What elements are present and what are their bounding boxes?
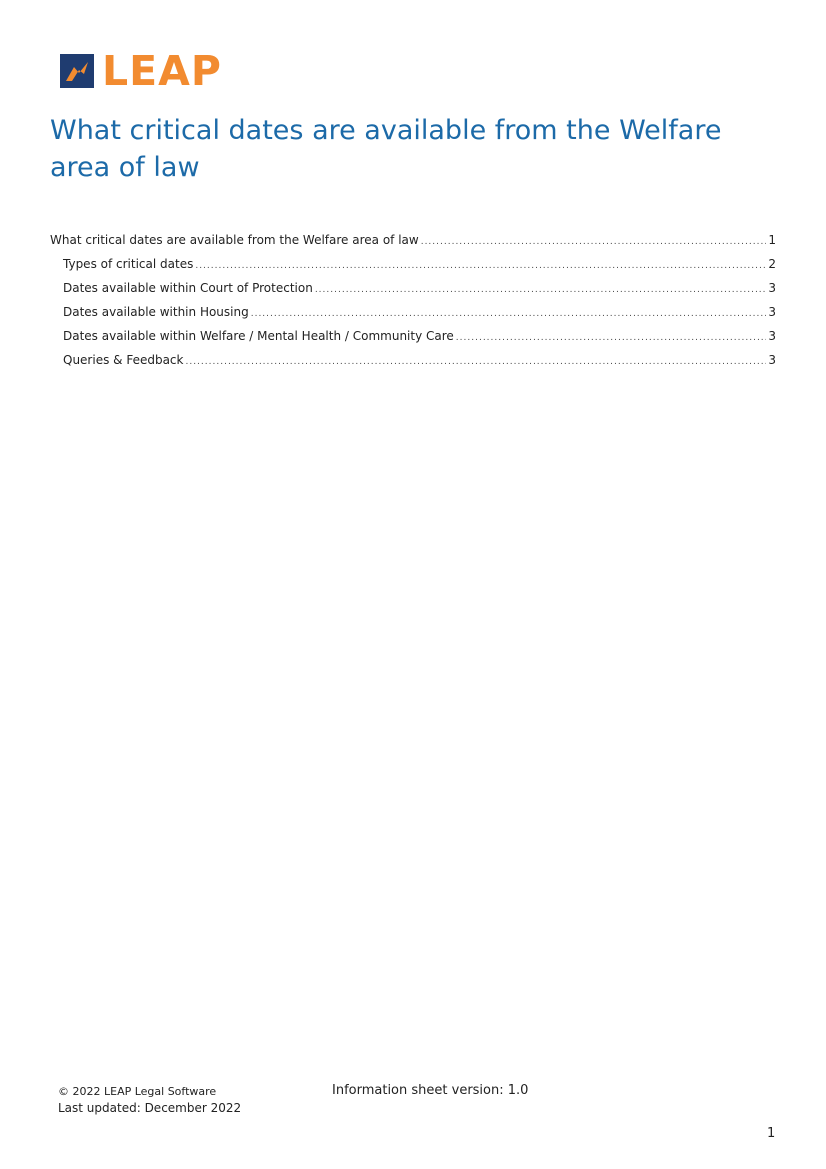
leap-logo: [60, 47, 222, 95]
toc-entry-label: Dates available within Court of Protection: [63, 281, 313, 295]
toc-entry-housing[interactable]: [50, 302, 776, 326]
page-number: 1: [767, 1126, 776, 1141]
leap-logo-icon: [60, 54, 94, 88]
toc-entry-label: Dates available within Housing: [63, 305, 249, 319]
toc-leader-dots: [456, 328, 767, 348]
footer-version: Information sheet version: 1.0: [332, 1083, 529, 1098]
toc-entry-page: 1: [768, 233, 776, 247]
toc-entry-label: What critical dates are available from the Welfare area of law: [50, 233, 419, 247]
toc-entry-types[interactable]: [50, 254, 776, 278]
footer-copyright: © 2022 LEAP Legal Software: [58, 1085, 217, 1098]
toc-leader-dots: [315, 280, 767, 300]
footer-left: [58, 1083, 241, 1117]
toc-entry-page: 2: [768, 257, 776, 271]
table-of-contents: [50, 230, 776, 374]
toc-entry-label: Dates available within Welfare / Mental Health / Community Care: [63, 329, 454, 343]
toc-leader-dots: [251, 304, 767, 324]
toc-entry-page: 3: [768, 353, 776, 367]
page-title: What critical dates are available from the Welfare area of law: [50, 115, 722, 183]
toc-leader-dots: [195, 256, 766, 276]
toc-entry-page: 3: [768, 329, 776, 343]
toc-leader-dots: [185, 352, 766, 372]
toc-entry-welfare[interactable]: [50, 326, 776, 350]
toc-entry-overview[interactable]: [50, 230, 776, 254]
logo-wordmark: LEAP: [102, 47, 222, 95]
toc-entry-court-of-protection[interactable]: [50, 278, 776, 302]
toc-entry-page: 3: [768, 305, 776, 319]
toc-entry-page: 3: [768, 281, 776, 295]
toc-entry-label: Types of critical dates: [63, 257, 194, 271]
toc-entry-label: Queries & Feedback: [63, 353, 184, 367]
toc-entry-queries[interactable]: [50, 350, 776, 374]
toc-leader-dots: [421, 232, 767, 252]
footer-last-updated: Last updated: December 2022: [58, 1101, 242, 1115]
